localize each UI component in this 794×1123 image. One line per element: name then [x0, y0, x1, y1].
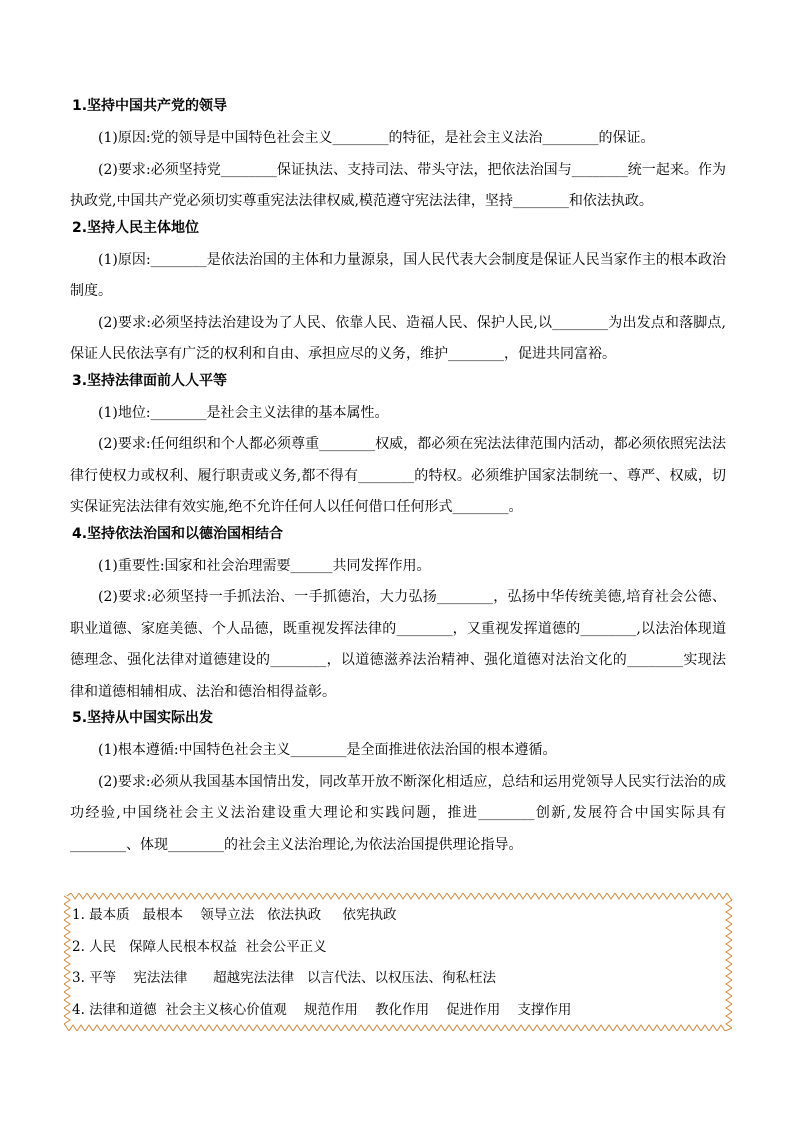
paragraph: (2)要求:必须坚持法治建设为了人民、依靠人民、造福人民、保护人民,以________为出发点和落脚点,保证人民依法享有广泛的权利和自由、承担应尽的义务，维护________，促进共同富裕。	[70, 314, 726, 362]
answer-list	[72, 900, 724, 1026]
section-1	[70, 96, 726, 218]
section-2	[70, 218, 726, 371]
paragraph: (1)原因:________是依法治国的主体和力量源泉，国人民代表大会制度是保证人民当家作主的根本政治制度。	[70, 251, 726, 299]
section-title: 5.坚持从中国实际出发	[72, 710, 214, 726]
section-title: 3.坚持法律面前人人平等	[72, 372, 228, 389]
answer-key-box	[64, 893, 732, 1031]
answer-line: 2. 人民 保障人民根本权益 社会公平正义	[72, 938, 327, 955]
paragraph: (2)要求:必须从我国基本国情出发，同改革开放不断深化相适应，总结和运用党领导人民实行法治的成功经验,中国绕社会主义法治建设重大理论和实践问题，推进________创新,发展符合中国实际具有________、体现________的社会主义法治理论,为依法治国提供理论指导。	[70, 773, 726, 853]
paragraph: (1)原因:党的领导是中国特色社会主义________的特征，是社会主义法治________的保证。	[98, 130, 655, 146]
answer-line: 1. 最本质 最根本 领导立法 依法执政 依宪执政	[72, 907, 397, 923]
section-5	[70, 708, 726, 861]
paragraph: (2)要求:必须坚持党________保证执法、支持司法、带头守法，把依法治国与________统一起来。作为执政党,中国共产党必须切实尊重宪法法律权威,模范遵守宪法法律，坚持________和依法执政。	[70, 161, 726, 209]
document-body	[70, 96, 726, 861]
section-title: 1.坚持中国共产党的领导	[72, 98, 228, 114]
section-title: 2.坚持人民主体地位	[72, 219, 200, 236]
paragraph: (2)要求:任何组织和个人都必须尊重________权威，都必须在宪法法律范围内活动，都必须依照宪法法律行使权力或权利、履行职责或义务,都不得有________的特权。必须维护国家法制统一、尊严、权威，切实保证宪法法律有效实施,绝不允许任何人以任何借口任何形式________。	[70, 436, 726, 515]
answer-line: 3. 平等 宪法法律 超越宪法法律 以言代法、以权压法、徇私枉法	[72, 970, 496, 986]
paragraph: (1)地位:________是社会主义法律的基本属性。	[98, 404, 389, 421]
paragraph: (1)重要性:国家和社会治理需要______共同发挥作用。	[98, 557, 431, 574]
section-title: 4.坚持依法治国和以德治国相结合	[72, 525, 284, 542]
section-4	[70, 524, 726, 709]
paragraph: (2)要求:必须坚持一手抓法治、一手抓德治，大力弘扬________，弘扬中华传统美德,培育社会公德、职业道德、家庭美德、个人品德，既重视发挥法律的________，又重视发挥道德的________,以法治体现道德理念、强化法律对道德建设的________，以道德滋养法治精神、强化道德对法治文化的________实现法律和道德相辅相成、法治和德治相得益彰。	[70, 589, 726, 700]
paragraph: (1)根本遵循:中国特色社会主义________是全面推进依法治国的根本遵循。	[98, 742, 557, 758]
section-3	[70, 371, 726, 524]
answer-line: 4. 法律和道德 社会主义核心价值观 规范作用 教化作用 促进作用 支撑作用	[72, 1001, 572, 1018]
